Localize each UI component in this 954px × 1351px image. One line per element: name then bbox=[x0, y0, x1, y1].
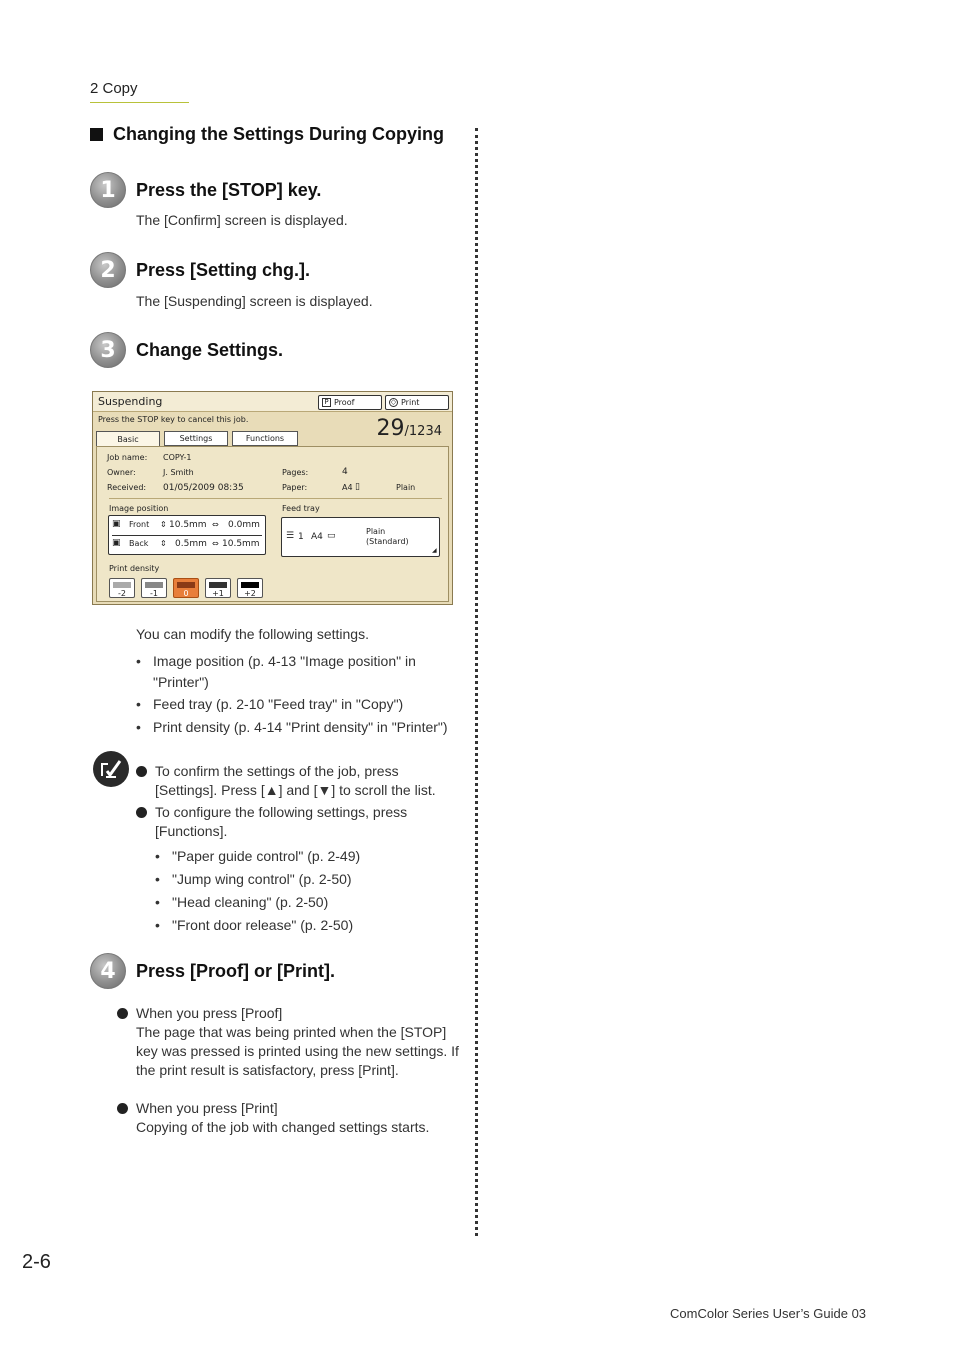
proof-icon: P bbox=[322, 398, 331, 407]
front-label: Front bbox=[129, 520, 150, 529]
back-vertical-value: 0.5mm bbox=[175, 539, 207, 549]
job-name-value: COPY-1 bbox=[163, 453, 192, 462]
front-page-icon: ▣ bbox=[112, 519, 121, 529]
horizontal-shift-icon: ⇔ bbox=[212, 520, 219, 529]
list-item bbox=[117, 1004, 462, 1080]
list-item: To confirm the settings of the job, press [Settings]. Press [▲] and [▼] to scroll the list. bbox=[136, 762, 456, 800]
density-option-selected[interactable]: 0 bbox=[173, 578, 199, 598]
density-option[interactable]: -2 bbox=[109, 578, 135, 598]
list-item: • Print density (p. 4-14 "Print density" in "Printer") bbox=[136, 717, 466, 738]
info-divider bbox=[109, 498, 442, 499]
front-horizontal-value: 0.0mm bbox=[228, 520, 260, 530]
vertical-shift-icon: ⇕ bbox=[160, 520, 167, 529]
tray-icon: ☰ bbox=[286, 531, 295, 541]
step4-print-list bbox=[117, 1099, 462, 1140]
paper-label: Paper: bbox=[282, 483, 308, 492]
tray-paper-sub: (Standard) bbox=[366, 537, 409, 546]
image-position-button[interactable] bbox=[108, 515, 266, 555]
paper-size-value: A4 bbox=[342, 483, 353, 492]
step-2-badge: 2 bbox=[90, 252, 126, 288]
job-name-label: Job name: bbox=[107, 453, 148, 462]
step4-proof-list bbox=[117, 1004, 462, 1083]
footer-text: ComColor Series User’s Guide 03 bbox=[670, 1306, 867, 1321]
step-4-badge: 4 bbox=[90, 953, 126, 989]
header-rule bbox=[90, 102, 189, 103]
feed-tray-label: Feed tray bbox=[282, 504, 320, 513]
owner-label: Owner: bbox=[107, 468, 136, 477]
image-position-label: Image position bbox=[109, 504, 169, 513]
counter-total: /1234 bbox=[404, 424, 442, 439]
tab-settings[interactable]: Settings bbox=[164, 431, 228, 446]
page-number: 2-6 bbox=[22, 1251, 51, 1273]
step-4-title: Press [Proof] or [Print]. bbox=[136, 961, 336, 981]
tray-paper: Plain bbox=[366, 527, 386, 536]
tab-functions[interactable]: Functions bbox=[232, 431, 298, 446]
running-header: 2 Copy bbox=[90, 80, 138, 97]
vertical-shift-icon: ⇕ bbox=[160, 539, 167, 548]
section-title bbox=[90, 124, 444, 145]
feed-tray-button[interactable] bbox=[281, 517, 440, 557]
back-horizontal-value: 10.5mm bbox=[222, 539, 260, 549]
owner-value: J. Smith bbox=[163, 468, 194, 477]
list-item: • Feed tray (p. 2-10 "Feed tray" in "Copy") bbox=[136, 694, 466, 715]
list-item: • "Paper guide control" (p. 2-49) bbox=[155, 845, 456, 868]
step-3-title: Change Settings. bbox=[136, 340, 284, 360]
counter-current: 29 bbox=[376, 416, 405, 441]
proof-button[interactable]: P Proof bbox=[318, 395, 382, 410]
tab-basic[interactable]: Basic bbox=[96, 431, 160, 447]
density-swatch bbox=[113, 582, 131, 588]
density-option[interactable]: -1 bbox=[141, 578, 167, 598]
image-position-divider bbox=[112, 535, 262, 536]
basic-tab-content bbox=[96, 446, 449, 602]
step-1-title: Press the [STOP] key. bbox=[136, 180, 322, 200]
front-vertical-value: 10.5mm bbox=[169, 520, 207, 530]
stop-message: Press the STOP key to cancel this job. bbox=[98, 415, 249, 424]
back-label: Back bbox=[129, 539, 149, 548]
density-option[interactable]: +2 bbox=[237, 578, 263, 598]
section-title-text: Changing the Settings During Copying bbox=[113, 124, 444, 144]
note-list bbox=[136, 762, 456, 940]
step-2-desc: The [Suspending] screen is displayed. bbox=[136, 293, 373, 309]
note-sub-list bbox=[155, 845, 456, 937]
list-item: • "Jump wing control" (p. 2-50) bbox=[155, 868, 456, 891]
proof-heading: When you press [Proof] bbox=[136, 1005, 283, 1021]
step-2-title: Press [Setting chg.]. bbox=[136, 260, 311, 280]
proof-text: The page that was being printed when the [STOP] key was pressed is printed using the new settings. If the print result is satisfactory, press [Print]. bbox=[136, 1024, 459, 1078]
corner-triangle-icon: ◢ bbox=[432, 547, 437, 554]
column-divider bbox=[475, 128, 478, 1236]
list-item bbox=[117, 1099, 462, 1137]
print-button[interactable]: ◇ Print bbox=[385, 395, 449, 410]
step-1-desc: The [Confirm] screen is displayed. bbox=[136, 212, 348, 228]
step-3-badge: 3 bbox=[90, 332, 126, 368]
list-item: • Image position (p. 4-13 "Image position" in "Printer") bbox=[136, 651, 466, 693]
horizontal-shift-icon: ⇔ bbox=[212, 539, 219, 548]
density-swatch bbox=[177, 582, 195, 588]
tray-orientation-icon: ▭ bbox=[327, 531, 336, 541]
back-page-icon: ▣ bbox=[112, 538, 121, 548]
note-item-text: To configure the following settings, press [Functions]. bbox=[155, 804, 408, 839]
modify-intro: You can modify the following settings. bbox=[136, 626, 369, 642]
print-icon: ◇ bbox=[390, 398, 397, 406]
pages-label: Pages: bbox=[282, 468, 309, 477]
received-label: Received: bbox=[107, 483, 147, 492]
pages-value: 4 bbox=[342, 467, 348, 477]
note-pencil-icon bbox=[93, 751, 129, 787]
modify-list bbox=[136, 651, 466, 738]
paper-orientation-icon: ▯ bbox=[355, 482, 360, 492]
list-item: • "Front door release" (p. 2-50) bbox=[155, 914, 456, 937]
list-item bbox=[136, 803, 456, 937]
density-swatch bbox=[241, 582, 259, 588]
step-1-badge: 1 bbox=[90, 172, 126, 208]
tray-size: A4 bbox=[311, 532, 323, 542]
square-bullet-icon bbox=[90, 128, 103, 141]
print-density-label: Print density bbox=[109, 564, 160, 573]
print-text: Copying of the job with changed settings starts. bbox=[136, 1119, 430, 1135]
density-option[interactable]: +1 bbox=[205, 578, 231, 598]
copy-counter bbox=[377, 416, 442, 441]
paper-type-value: Plain bbox=[396, 483, 416, 492]
suspending-screen bbox=[92, 391, 453, 605]
print-heading: When you press [Print] bbox=[136, 1100, 278, 1116]
received-value: 01/05/2009 08:35 bbox=[163, 483, 244, 493]
screen-title: Suspending bbox=[98, 395, 163, 408]
list-item: • "Head cleaning" (p. 2-50) bbox=[155, 891, 456, 914]
screen-topbar bbox=[93, 392, 452, 412]
tray-number: 1 bbox=[298, 532, 304, 542]
density-swatch bbox=[145, 582, 163, 588]
density-swatch bbox=[209, 582, 227, 588]
